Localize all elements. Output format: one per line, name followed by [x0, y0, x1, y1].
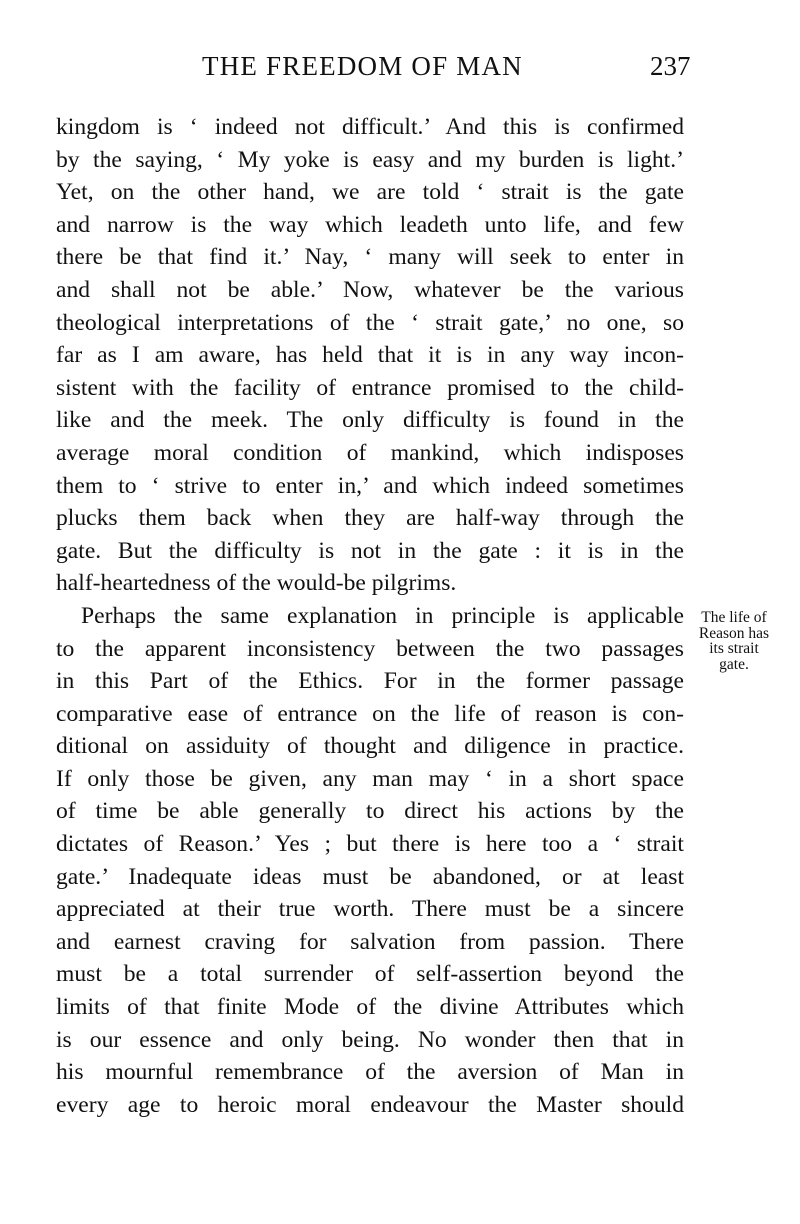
paragraph-2	[56, 600, 684, 1122]
text-line: and narrow is the way which leadeth unto life, and few	[56, 211, 684, 238]
text-line: must be a total surrender of self-assertion beyond the	[56, 961, 684, 988]
text-line: gate. But the difficulty is not in the gate : it is in the	[56, 537, 684, 564]
text-line: them to ‘ strive to enter in,’ and which indeed sometimes	[56, 472, 684, 499]
text-line: far as I am aware, has held that it is in any way incon-	[56, 342, 684, 369]
text-line: half-heartedness of the would-be pilgrims.	[56, 570, 457, 597]
text-line: comparative ease of entrance on the life of reason is con-	[56, 700, 684, 727]
text-line: Yet, on the other hand, we are told ‘ strait is the gate	[56, 179, 684, 206]
text-line: there be that find it.’ Nay, ‘ many will seek to enter in	[56, 244, 684, 271]
text-line: appreciated at their true worth. There must be a sincere	[56, 896, 684, 923]
margin-note-line: its strait	[709, 640, 759, 657]
text-line: like and the meek. The only difficulty is found in the	[56, 407, 684, 434]
text-line: ditional on assiduity of thought and diligence in practice.	[56, 733, 684, 760]
body-text	[56, 111, 684, 1121]
text-line: average moral condition of mankind, which indisposes	[56, 439, 684, 466]
page-number: 237	[650, 51, 691, 81]
text-line: by the saying, ‘ My yoke is easy and my burden is light.’	[56, 146, 684, 173]
text-line: Perhaps the same explanation in principle is applicable	[81, 602, 684, 629]
text-line: theological interpretations of the ‘ strait gate,’ no one, so	[56, 309, 684, 336]
margin-note-line: gate.	[719, 655, 749, 673]
running-header	[0, 46, 800, 86]
text-line: plucks them back when they are half-way through the	[56, 505, 684, 532]
margin-note-line: The life of	[701, 609, 767, 626]
text-line: gate.’ Inadequate ideas must be abandoned, or at least	[56, 863, 684, 890]
margin-note	[692, 610, 776, 672]
paragraph-1	[56, 111, 684, 600]
text-line: dictates of Reason.’ Yes ; but there is here too a ‘ strait	[56, 831, 684, 858]
running-title: THE FREEDOM OF MAN	[202, 51, 523, 81]
text-line: to the apparent inconsistency between the two passages	[56, 635, 684, 662]
margin-note-line: Reason has	[698, 624, 770, 642]
text-line: in this Part of the Ethics. For in the former passage	[56, 668, 684, 695]
text-line: kingdom is ‘ indeed not difficult.’ And this is confirmed	[56, 114, 684, 140]
text-line: limits of that finite Mode of the divine Attributes which	[56, 994, 684, 1021]
text-line: sistent with the facility of entrance promised to the child-	[56, 374, 684, 401]
text-line: and earnest craving for salvation from passion. There	[56, 928, 684, 955]
text-line: and shall not be able.’ Now, whatever be the various	[56, 276, 684, 303]
text-line: his mournful remembrance of the aversion of Man in	[56, 1059, 684, 1086]
text-line: is our essence and only being. No wonder then that in	[56, 1026, 684, 1053]
text-line: of time be able generally to direct his actions by the	[56, 798, 684, 825]
text-line: If only those be given, any man may ‘ in a short space	[56, 765, 684, 792]
text-line: every age to heroic moral endeavour the Master should	[56, 1091, 684, 1118]
